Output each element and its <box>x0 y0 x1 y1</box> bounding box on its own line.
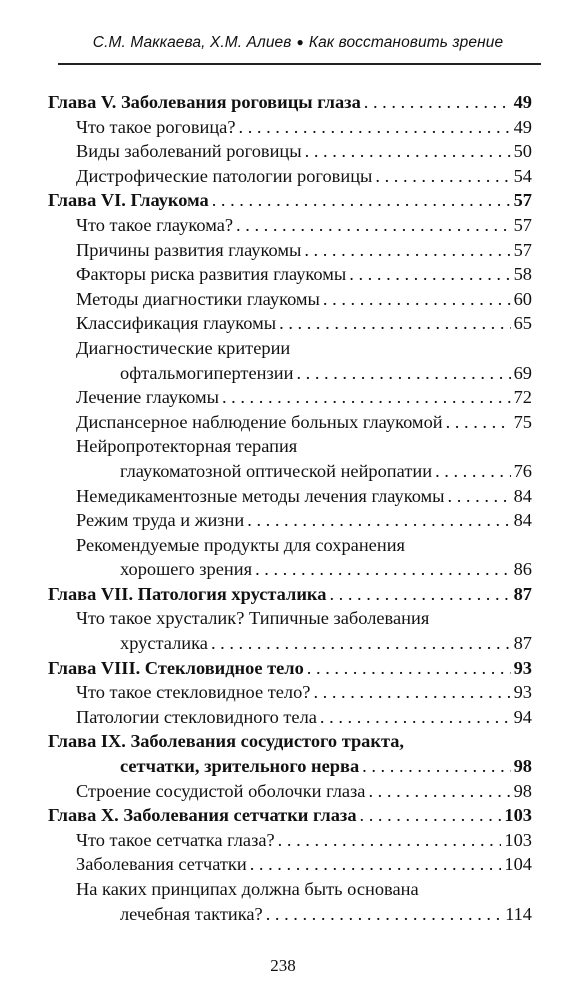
header-authors: С.М. Маккаева, Х.М. Алиев <box>92 34 292 51</box>
toc-entry-title: Факторы риска развития глаукомы <box>76 264 347 285</box>
toc-entry-page: 98 <box>513 780 532 801</box>
toc-entry <box>48 139 532 164</box>
toc-entry-title: Лечение глаукомы <box>76 387 219 408</box>
toc-entry-title: Что такое стекловидное тело? <box>76 682 311 703</box>
toc-entry <box>48 508 532 533</box>
toc-entry-page: 84 <box>513 485 532 506</box>
toc-entry-title: Заболевания сетчатки <box>76 854 247 875</box>
toc-entry <box>48 410 532 435</box>
toc-entry <box>48 557 532 582</box>
toc-entry-title: Рекомендуемые продукты для сохранения <box>76 534 405 555</box>
toc-entry-page: 72 <box>513 387 532 408</box>
dot-leader <box>362 754 510 779</box>
running-header <box>58 34 538 52</box>
toc-entry-page: 98 <box>513 756 532 777</box>
dot-leader <box>313 680 510 705</box>
toc-entry <box>48 115 532 140</box>
toc-entry <box>48 164 532 189</box>
toc-entry-title: Глава IX. Заболевания сосудистого тракта, <box>48 731 405 752</box>
dot-leader <box>368 779 510 804</box>
toc-entry <box>48 680 532 705</box>
toc-entry <box>48 311 532 336</box>
toc-entry-title: Методы диагностики глаукомы <box>76 288 320 309</box>
toc-entry <box>48 533 532 558</box>
dot-leader <box>304 238 510 263</box>
toc-entry-page: 49 <box>513 116 532 137</box>
dot-leader <box>448 484 511 509</box>
toc-entry-page: 60 <box>513 288 532 309</box>
toc-entry <box>48 484 532 509</box>
toc-entry <box>48 459 532 484</box>
toc-entry-page: 86 <box>513 559 532 580</box>
toc-chapter-entry <box>48 754 532 779</box>
toc-entry <box>48 705 532 730</box>
toc-entry-page: 103 <box>504 805 532 826</box>
toc-entry-title: Что такое глаукома? <box>76 214 234 235</box>
toc-entry-title: На каких принципах должна быть основана <box>76 879 419 899</box>
toc-entry <box>48 213 532 238</box>
dot-leader <box>435 459 511 484</box>
bullet-separator: ● <box>296 35 304 49</box>
dot-leader <box>236 213 511 238</box>
dot-leader <box>279 311 510 336</box>
dot-leader <box>364 90 511 115</box>
toc-entry-title: Причины развития глаукомы <box>76 239 302 260</box>
dot-leader <box>375 164 510 189</box>
toc-entry-page: 84 <box>513 510 532 531</box>
toc-entry <box>48 606 532 631</box>
toc-entry-title: Патологии стекловидного тела <box>76 706 317 727</box>
toc-entry-title: Что такое сетчатка глаза? <box>76 829 275 850</box>
toc-entry-page: 54 <box>513 165 532 186</box>
toc-chapter-entry <box>48 582 532 607</box>
toc-entry-title: Режим труда и жизни <box>76 510 245 531</box>
toc-entry-title: Дистрофические патологии роговицы <box>76 165 373 186</box>
toc-entry-title: офтальмогипертензии <box>120 362 294 383</box>
toc-entry-page: 49 <box>513 92 532 112</box>
toc-chapter-entry <box>48 188 532 213</box>
dot-leader <box>307 656 511 681</box>
toc-entry <box>48 877 532 902</box>
toc-entry-title: Что такое хрусталик? Типичные заболевания <box>76 608 430 629</box>
dot-leader <box>239 115 511 140</box>
toc-entry <box>48 434 532 459</box>
toc-entry-page: 57 <box>513 190 532 211</box>
dot-leader <box>305 139 511 164</box>
toc-entry-page: 76 <box>513 460 532 481</box>
dot-leader <box>266 902 502 927</box>
dot-leader <box>211 631 511 656</box>
toc-entry-page: 65 <box>513 313 532 334</box>
toc-entry-title: лечебная тактика? <box>120 903 263 924</box>
toc-entry-title: Классификация глаукомы <box>76 313 277 334</box>
toc-entry-page: 104 <box>504 854 532 875</box>
toc-entry-title: Нейропротекторная терапия <box>76 436 298 457</box>
toc-entry-page: 75 <box>513 411 532 432</box>
toc-entry-page: 87 <box>513 633 532 654</box>
dot-leader <box>278 828 502 853</box>
toc-chapter-entry <box>48 729 532 754</box>
dot-leader <box>320 705 511 730</box>
toc-entry-title: Глава VI. Глаукома <box>48 190 209 211</box>
dot-leader <box>329 582 510 607</box>
toc-entry-title: хрусталика <box>120 633 208 654</box>
header-rule <box>58 63 541 65</box>
toc-entry <box>48 238 532 263</box>
toc-entry-page: 50 <box>513 141 532 162</box>
toc-entry-title: Глава VII. Патология хрусталика <box>48 583 327 604</box>
toc-entry <box>48 336 532 361</box>
toc-entry-page: 93 <box>513 682 532 703</box>
toc-entry-title: хорошего зрения <box>120 559 253 580</box>
toc-chapter-entry <box>48 803 532 828</box>
toc-entry-page: 87 <box>513 583 532 604</box>
table-of-contents <box>48 90 532 926</box>
toc-entry <box>48 828 532 853</box>
toc-entry <box>48 361 532 386</box>
header-book-title: Как восстановить зрение <box>308 34 504 51</box>
toc-entry <box>48 287 532 312</box>
toc-entry-title: Диагностические критерии <box>76 337 291 358</box>
toc-entry-page: 57 <box>513 214 532 235</box>
dot-leader <box>349 262 510 287</box>
toc-entry-title: Глава X. Заболевания сетчатки глаза <box>48 805 357 826</box>
toc-chapter-entry <box>48 656 532 681</box>
dot-leader <box>323 287 511 312</box>
dot-leader <box>212 188 511 213</box>
toc-entry <box>48 779 532 804</box>
toc-entry-title: сетчатки, зрительного нерва <box>120 756 360 777</box>
toc-entry-title: Что такое роговица? <box>76 116 236 137</box>
dot-leader <box>360 803 502 828</box>
dot-leader <box>255 557 511 582</box>
dot-leader <box>250 852 502 877</box>
toc-entry-page: 58 <box>513 264 532 285</box>
dot-leader <box>222 385 511 410</box>
page-number: 238 <box>270 956 296 975</box>
toc-entry <box>48 902 532 927</box>
toc-entry-title: Виды заболеваний роговицы <box>76 141 302 162</box>
toc-entry-title: Глава VIII. Стекловидное тело <box>48 657 304 678</box>
toc-chapter-entry <box>48 90 532 115</box>
toc-entry <box>48 385 532 410</box>
toc-entry-page: 94 <box>513 706 532 727</box>
toc-entry-title: Глава V. Заболевания роговицы глаза <box>48 92 361 112</box>
toc-entry-title: Немедикаментозные методы лечения глаукомы <box>76 485 445 506</box>
toc-entry-page: 57 <box>513 239 532 260</box>
toc-entry-page: 69 <box>513 362 532 383</box>
dot-leader <box>247 508 510 533</box>
toc-entry-page: 103 <box>504 829 532 850</box>
toc-entry-page: 93 <box>513 657 532 678</box>
toc-entry-title: Строение сосудистой оболочки глаза <box>76 780 366 801</box>
dot-leader <box>446 410 511 435</box>
toc-entry-title: глаукоматозной оптической нейропатии <box>120 460 433 481</box>
toc-entry <box>48 852 532 877</box>
dot-leader <box>296 361 510 386</box>
toc-entry-page: 114 <box>505 903 532 924</box>
toc-entry <box>48 262 532 287</box>
toc-entry <box>48 631 532 656</box>
toc-entry-title: Диспансерное наблюдение больных глаукомой <box>76 411 443 432</box>
